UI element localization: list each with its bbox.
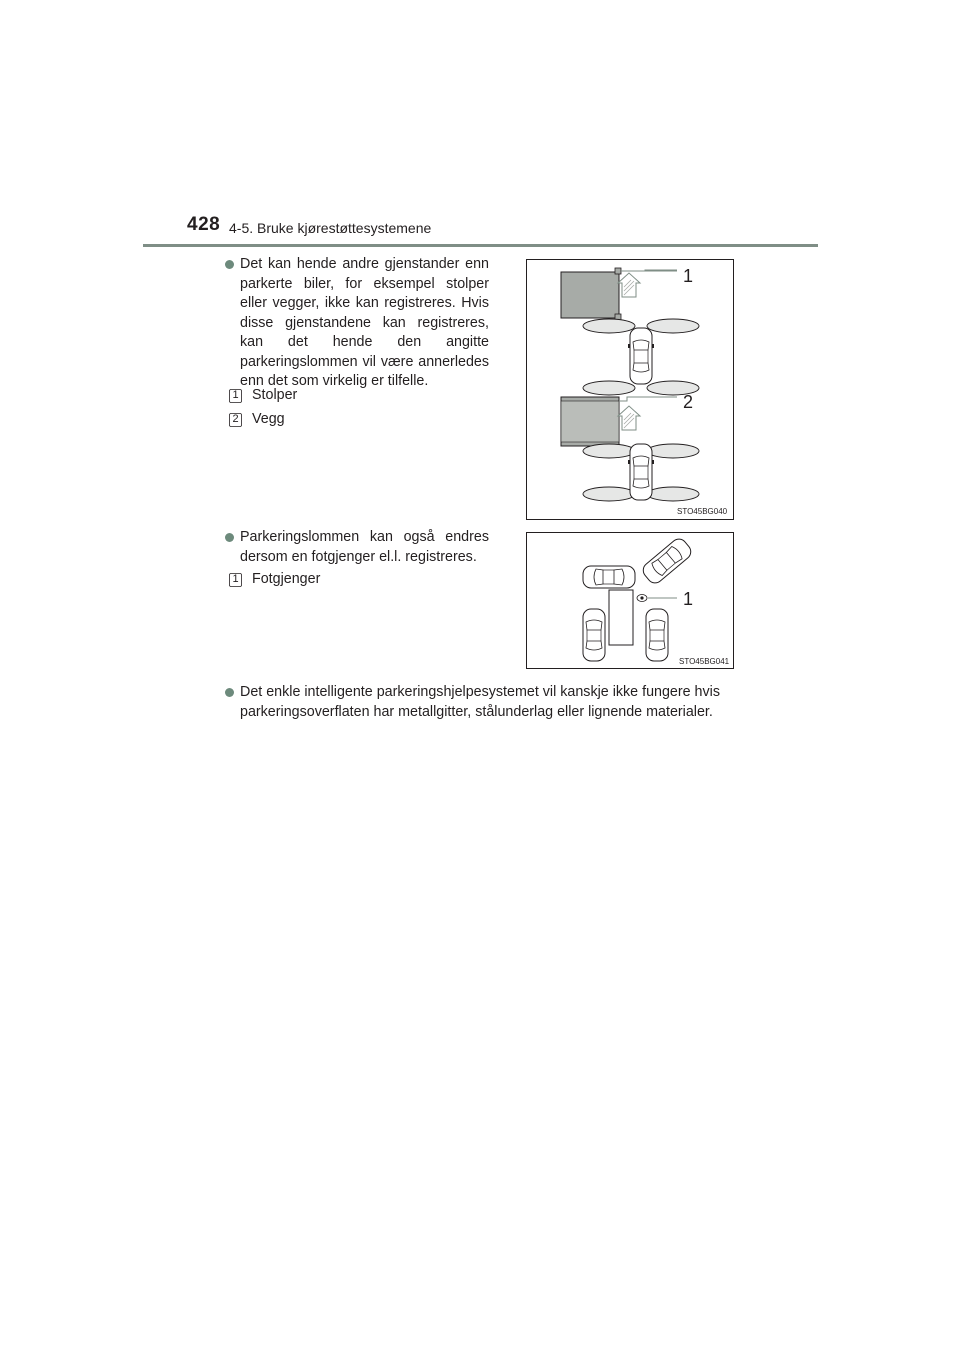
header-divider <box>143 244 818 247</box>
pedestrian-icon <box>637 595 647 602</box>
callout-number-icon: 1 <box>229 572 242 586</box>
figure-poles-and-wall <box>526 259 734 520</box>
legend-item-vegg <box>229 410 285 428</box>
legend-label: Fotgjenger <box>252 571 321 587</box>
legend-item-fotgjenger <box>229 570 320 588</box>
figure-pedestrian <box>526 532 734 669</box>
callout-number-icon: 1 <box>229 388 242 402</box>
callout-1-upper: 1 <box>683 266 694 286</box>
figure-code: STO45BG041 <box>679 657 730 666</box>
bullet-icon <box>225 688 234 697</box>
callout-2-lower: 2 <box>683 392 694 412</box>
paragraph-metal-surface: Det enkle intelligente parkeringshjelpesystemet vil kanskje ikke fungere hvis parkeringsoverflaten har metallgitter, stålunderlag eller lignende materialer. <box>240 684 720 720</box>
page-number: 428 <box>187 214 221 235</box>
bullet-icon <box>225 533 234 542</box>
figure-code: STO45BG040 <box>677 507 728 516</box>
parking-diagram-illustration <box>527 260 733 519</box>
legend-label: Stolper <box>252 387 298 403</box>
bullet-icon <box>225 260 234 269</box>
callout-1: 1 <box>683 589 694 609</box>
legend-item-stolper <box>229 386 297 404</box>
callout-number-icon: 2 <box>229 412 242 426</box>
section-title: 4-5. Bruke kjørestøttesystemene <box>229 220 432 236</box>
paragraph-pedestrian-detected: Parkeringslommen kan også endres dersom en fotgjenger el.l. registreres. <box>240 529 489 565</box>
pedestrian-diagram-illustration <box>527 533 733 668</box>
legend-label: Vegg <box>252 411 285 427</box>
paragraph-objects-not-detected: Det kan hende andre gjenstander enn parkerte biler, for eksempel stolper eller vegger, ikke kan registreres. Hvis disse gjenstandene kan registreres, kan det hende den angitte parkeringslommen vil være annerledes enn det som virkelig er tilfelle. <box>240 256 489 389</box>
